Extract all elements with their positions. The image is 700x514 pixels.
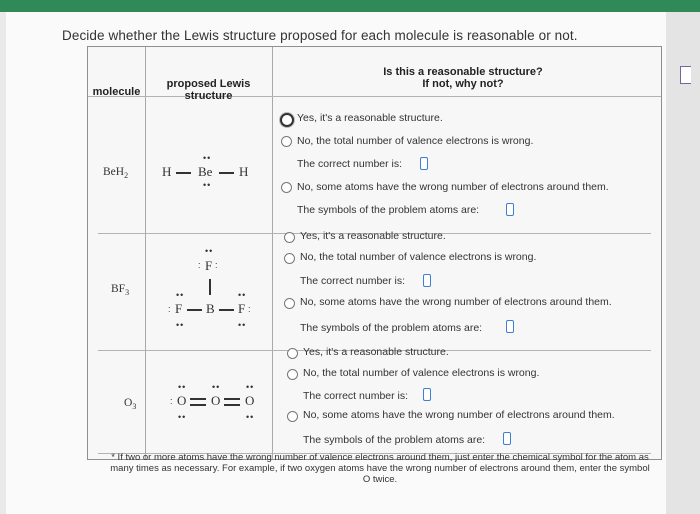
- option-yes-label: Yes, it's a reasonable structure.: [303, 346, 449, 358]
- right-side-panel: [666, 12, 700, 514]
- lone-pair-dots: ••: [178, 382, 187, 392]
- lone-pair-dots: ••: [176, 290, 185, 300]
- lone-pair-dots: ••: [178, 412, 187, 422]
- single-bond: [209, 279, 211, 295]
- option-wrong-total-radio[interactable]: [287, 369, 298, 380]
- lone-pair-dots: ••: [205, 246, 214, 256]
- single-bond: [176, 172, 191, 174]
- column-divider: [272, 47, 273, 459]
- side-tab-icon[interactable]: [680, 66, 691, 84]
- problem-atoms-input[interactable]: [506, 320, 514, 333]
- option-wrong-atoms-label: No, some atoms have the wrong number of electrons around them.: [303, 409, 615, 421]
- header-structure-line1: proposed Lewis: [166, 78, 251, 90]
- option-yes-radio[interactable]: [287, 348, 298, 359]
- option-yes-radio[interactable]: [280, 113, 294, 127]
- header-question-line2: If not, why not?: [422, 78, 504, 90]
- lone-pair-dots: :: [248, 304, 252, 314]
- molecule-beh2: BeH$_2$: [103, 166, 129, 180]
- lone-pair-dots: :: [170, 396, 174, 406]
- correct-number-label: The correct number is:: [297, 158, 403, 170]
- option-wrong-atoms-label: No, some atoms have the wrong number of electrons around them.: [300, 296, 612, 308]
- correct-number-input[interactable]: [423, 274, 431, 287]
- atom-f-right: F: [238, 301, 246, 316]
- lone-pair-dots: ••: [238, 320, 247, 330]
- lone-pair-dots: :: [215, 260, 219, 270]
- atom-b: B: [206, 301, 215, 316]
- option-wrong-atoms-radio[interactable]: [281, 182, 292, 193]
- molecule-bf3: $BF_3$: [111, 283, 130, 297]
- header-structure-line2: structure: [184, 90, 233, 102]
- correct-number-input[interactable]: [423, 388, 431, 401]
- lewis-structure-table: [87, 46, 662, 460]
- option-wrong-total-radio[interactable]: [281, 136, 292, 147]
- column-divider: [145, 47, 146, 459]
- problem-atoms-label: The symbols of the problem atoms are:: [297, 204, 480, 216]
- option-wrong-total-label: No, the total number of valence electrons is wrong.: [297, 135, 534, 147]
- problem-atoms-label: The symbols of the problem atoms are:: [300, 322, 483, 334]
- header-question-line1: Is this a reasonable structure?: [383, 66, 543, 78]
- problem-atoms-input[interactable]: [506, 203, 514, 216]
- lone-pair-dots: ••: [246, 382, 255, 392]
- correct-number-label: The correct number is:: [303, 390, 409, 402]
- lone-pair-dots: ••: [212, 382, 221, 392]
- lone-pair-dots: ••: [203, 180, 212, 190]
- header-molecule: molecule: [92, 86, 141, 98]
- correct-number-input[interactable]: [420, 157, 428, 170]
- lone-pair-dots: ••: [203, 153, 212, 163]
- double-bond: [224, 398, 240, 400]
- atom-h-left: H: [162, 164, 172, 179]
- question-prompt: Decide whether the Lewis structure proposed for each molecule is reasonable or not.: [62, 28, 578, 43]
- lone-pair-dots: ••: [176, 320, 185, 330]
- lone-pair-dots: ••: [238, 290, 247, 300]
- option-wrong-total-label: No, the total number of valence electrons is wrong.: [300, 251, 537, 263]
- single-bond: [219, 309, 234, 311]
- molecule-o3: $O_3$: [124, 397, 137, 411]
- option-yes-label: Yes, it's a reasonable structure.: [297, 112, 443, 124]
- top-header-bar: [0, 0, 700, 12]
- option-wrong-atoms-radio[interactable]: [287, 411, 298, 422]
- lone-pair-dots: :: [168, 304, 172, 314]
- option-wrong-total-label: No, the total number of valence electrons is wrong.: [303, 367, 540, 379]
- option-yes-radio[interactable]: [284, 232, 295, 243]
- atom-o-left: O: [177, 393, 187, 408]
- option-wrong-atoms-label: No, some atoms have the wrong number of electrons around them.: [297, 181, 609, 193]
- option-wrong-total-radio[interactable]: [284, 253, 295, 264]
- option-wrong-atoms-radio[interactable]: [284, 298, 295, 309]
- lone-pair-dots: ••: [246, 412, 255, 422]
- atom-o-right: O: [245, 393, 255, 408]
- double-bond: [224, 404, 240, 406]
- atom-h-right: H: [239, 164, 249, 179]
- option-yes-label: Yes, it's a reasonable structure.: [300, 230, 446, 242]
- atom-f-left: F: [175, 301, 183, 316]
- atom-f-top: F: [205, 258, 213, 273]
- single-bond: [187, 309, 202, 311]
- double-bond: [190, 404, 206, 406]
- single-bond: [219, 172, 234, 174]
- footnote: * If two or more atoms have the wrong number of valence electrons around them, just enter the chemical symbol for the atom as many times as necessary. For example, if two oxygen atoms have the wrong number of electrons around them, enter the symbol O twice.: [110, 452, 650, 485]
- atom-be: Be: [198, 164, 213, 179]
- lone-pair-dots: :: [198, 260, 202, 270]
- atom-o-center: O: [211, 393, 221, 408]
- problem-atoms-input[interactable]: [503, 432, 511, 445]
- correct-number-label: The correct number is:: [300, 275, 406, 287]
- double-bond: [190, 398, 206, 400]
- problem-atoms-label: The symbols of the problem atoms are:: [303, 434, 486, 446]
